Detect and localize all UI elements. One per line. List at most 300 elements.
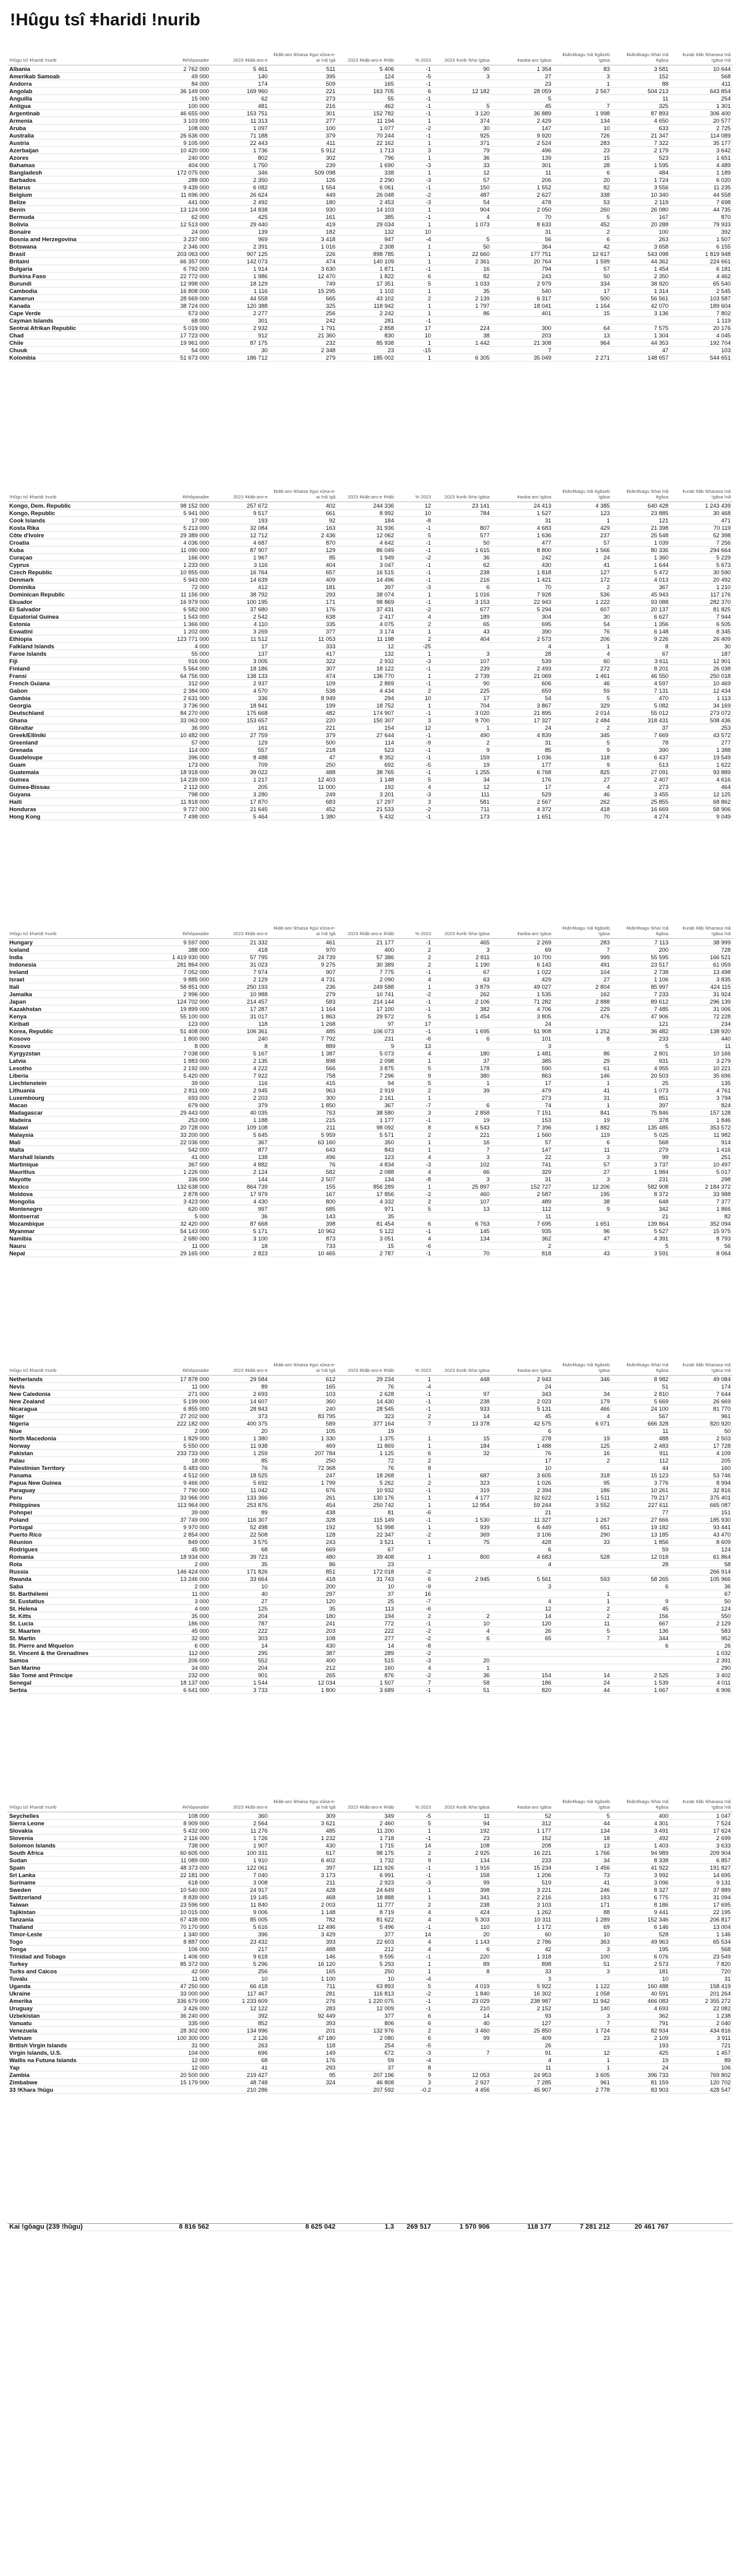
table-cell bbox=[553, 1042, 612, 1050]
country-name: Ireland bbox=[7, 968, 143, 976]
table-cell: 5 943 000 bbox=[143, 576, 211, 584]
table-cell: 5 025 bbox=[612, 1131, 670, 1139]
table-cell: 38 bbox=[553, 1198, 612, 1205]
table-cell: 10 015 000 bbox=[143, 1909, 211, 1916]
table-cell: 379 bbox=[269, 732, 337, 739]
country-name: Serbia bbox=[7, 1686, 143, 1694]
table-cell: 76 bbox=[211, 1464, 269, 1472]
table-cell: 17 351 bbox=[337, 280, 396, 287]
table-cell: 374 bbox=[433, 117, 491, 125]
table-row bbox=[7, 1620, 733, 1627]
table-cell: 103 bbox=[269, 1390, 337, 1398]
country-name: Latvia bbox=[7, 1057, 143, 1065]
table-cell: 139 bbox=[211, 228, 269, 236]
table-row bbox=[7, 680, 733, 687]
table-cell: 4 bbox=[433, 213, 491, 221]
table-cell: 933 bbox=[433, 1405, 491, 1413]
country-name: Palestinian Territory bbox=[7, 1464, 143, 1472]
table-cell: 51 bbox=[553, 1960, 612, 1968]
table-cell: 47 906 bbox=[612, 1013, 670, 1020]
table-cell: 17 327 bbox=[491, 717, 553, 724]
table-cell: 419 bbox=[269, 221, 337, 228]
table-header-row bbox=[7, 39, 733, 65]
table-cell: -1 bbox=[396, 539, 433, 547]
table-cell: 189 604 bbox=[670, 302, 733, 310]
country-name: Cambodia bbox=[7, 287, 143, 295]
table-cell: 206 000 bbox=[143, 1657, 211, 1664]
table-cell: 21 bbox=[491, 1509, 553, 1516]
table-cell: 1 233 609 bbox=[211, 1997, 269, 2005]
table-cell: 276 bbox=[269, 1997, 337, 2005]
column-header: 2023 ǂkâb-aro-e bbox=[211, 1786, 269, 1812]
table-cell: 1 554 bbox=[269, 184, 337, 191]
table-cell: -1 bbox=[396, 1028, 433, 1035]
country-name: Amerikab Samoab bbox=[7, 73, 143, 80]
country-name: New Caledonia bbox=[7, 1390, 143, 1398]
table-cell bbox=[553, 1383, 612, 1390]
table-cell: 2 811 000 bbox=[143, 1087, 211, 1094]
table-cell: 2 925 bbox=[433, 1849, 491, 1857]
grand-total-table bbox=[7, 2223, 733, 2231]
table-cell: 3 491 bbox=[612, 1827, 670, 1835]
column-header: 2023 ǂurib ǃkha ǃgāsa bbox=[433, 1786, 491, 1812]
country-name: Itali bbox=[7, 983, 143, 991]
table-cell: 6 181 bbox=[670, 265, 733, 273]
country-name: Bangladesh bbox=[7, 169, 143, 176]
table-cell: 1 232 bbox=[269, 1835, 337, 1842]
table-cell: 429 bbox=[553, 524, 612, 532]
table-cell: 65 bbox=[491, 1635, 553, 1642]
table-row bbox=[7, 1946, 733, 1953]
table-cell: -2 bbox=[396, 606, 433, 613]
table-cell: 18 525 bbox=[211, 1472, 269, 1479]
table-cell: -1 bbox=[396, 132, 433, 139]
table-row bbox=[7, 1894, 733, 1901]
table-cell: 1 863 bbox=[269, 1013, 337, 1020]
table-cell: 1 566 bbox=[553, 547, 612, 554]
table-cell: 10 bbox=[553, 1931, 612, 1938]
country-name: Poland bbox=[7, 1516, 143, 1524]
country-name: Chad bbox=[7, 332, 143, 339]
country-name: Haiti bbox=[7, 798, 143, 806]
table-cell: 3 875 bbox=[337, 1065, 396, 1072]
table-cell: 57 795 bbox=[211, 954, 269, 961]
column-header: 2023 ǂurib ǃkha ǃgāsa bbox=[433, 1350, 491, 1376]
table-row bbox=[7, 154, 733, 162]
table-cell: 173 000 bbox=[143, 761, 211, 769]
table-cell: 461 bbox=[269, 939, 337, 946]
table-cell: 3 642 bbox=[670, 147, 733, 154]
table-cell: 1 330 bbox=[269, 1435, 337, 1442]
table-cell: 76 bbox=[337, 1383, 396, 1390]
table-cell: 1 032 bbox=[670, 1649, 733, 1657]
table-cell: 33 966 000 bbox=[143, 1494, 211, 1501]
table-row bbox=[7, 1997, 733, 2005]
table-cell: 65 540 bbox=[670, 280, 733, 287]
country-name: Mexico bbox=[7, 1183, 143, 1191]
table-cell: 1 bbox=[396, 1968, 433, 1975]
table-cell: 240 bbox=[269, 1405, 337, 1413]
table-cell: 1 bbox=[553, 643, 612, 650]
table-row bbox=[7, 273, 733, 280]
table-row bbox=[7, 1383, 733, 1390]
table-cell: 1 829 000 bbox=[143, 1435, 211, 1442]
table-cell: 54 000 bbox=[143, 347, 211, 354]
table-cell: 1 800 000 bbox=[143, 1035, 211, 1042]
table-cell: 904 bbox=[433, 206, 491, 213]
table-cell: 430 bbox=[491, 561, 553, 569]
table-cell: 1 bbox=[553, 517, 612, 524]
table-cell: 3 bbox=[433, 650, 491, 658]
table-cell: 552 bbox=[211, 1657, 269, 1664]
table-cell: 402 bbox=[269, 502, 337, 510]
table-cell: 1 073 bbox=[433, 221, 491, 228]
country-name: Turkey bbox=[7, 1960, 143, 1968]
table-cell: 1 380 bbox=[269, 813, 337, 820]
table-cell: 1 164 bbox=[553, 302, 612, 310]
table-cell: 10 855 000 bbox=[143, 569, 211, 576]
table-cell: 1 177 bbox=[491, 1827, 553, 1835]
table-cell: 283 bbox=[553, 939, 612, 946]
table-cell: 4 bbox=[396, 1235, 433, 1242]
table-cell: 3 221 bbox=[491, 1886, 553, 1894]
country-name: St. Lucia bbox=[7, 1620, 143, 1627]
table-cell: 3 103 000 bbox=[143, 117, 211, 125]
table-cell: 6 bbox=[396, 2012, 433, 2020]
table-cell: 59 bbox=[337, 2057, 396, 2064]
table-cell: 92 449 bbox=[269, 2012, 337, 2020]
table-cell: 46 655 000 bbox=[143, 110, 211, 117]
table-cell: 221 bbox=[433, 1131, 491, 1139]
table-cell: 2 542 bbox=[211, 613, 269, 621]
table-cell: 61 864 bbox=[670, 1553, 733, 1561]
table-cell: 47 250 000 bbox=[143, 1983, 211, 1990]
table-cell: 107 bbox=[433, 658, 491, 665]
table-cell: 23 885 bbox=[612, 510, 670, 517]
table-cell bbox=[553, 95, 612, 102]
table-cell: 2 787 bbox=[337, 1250, 396, 1257]
table-cell: 336 679 000 bbox=[143, 1997, 211, 2005]
country-name: 33 ǃKhara ǃhûgu bbox=[7, 2086, 143, 2094]
table-cell: 7 792 bbox=[269, 1035, 337, 1042]
table-cell: 1 bbox=[553, 1102, 612, 1109]
table-cell: 128 bbox=[269, 1531, 337, 1538]
table-cell: 36 bbox=[433, 1672, 491, 1679]
table-row bbox=[7, 1509, 733, 1516]
table-cell: 659 bbox=[491, 687, 553, 695]
table-row bbox=[7, 1198, 733, 1205]
country-name: Malta bbox=[7, 1146, 143, 1154]
table-cell: 9 595 bbox=[337, 1953, 396, 1960]
table-cell: 22 036 000 bbox=[143, 1139, 211, 1146]
table-cell: 18 041 bbox=[491, 302, 553, 310]
table-cell: 60 bbox=[553, 658, 612, 665]
table-cell: 13 bbox=[433, 1205, 491, 1213]
country-name: Austria bbox=[7, 139, 143, 147]
table-cell: 733 bbox=[269, 1242, 337, 1250]
table-cell: 10 bbox=[337, 1975, 396, 1983]
table-cell: 4 bbox=[396, 1168, 433, 1176]
table-cell: 263 bbox=[612, 236, 670, 243]
table-cell: 496 bbox=[269, 1154, 337, 1161]
table-cell: 59 bbox=[612, 1546, 670, 1553]
table-cell: 333 bbox=[269, 643, 337, 650]
table-cell: 124 702 000 bbox=[143, 998, 211, 1005]
column-header: ǂkânǂkagu ǃnâ ǂgâseb ǃgāsa bbox=[553, 39, 612, 65]
table-cell: 24 953 bbox=[491, 2071, 553, 2079]
table-row bbox=[7, 1864, 733, 1872]
table-cell: 199 bbox=[269, 702, 337, 709]
table-cell: 17 bbox=[211, 643, 269, 650]
table-cell: 63 160 bbox=[269, 1139, 337, 1146]
table-cell: 10 bbox=[211, 1583, 269, 1590]
table-cell: 15 234 bbox=[491, 1864, 553, 1872]
table-cell: 304 bbox=[491, 613, 553, 621]
table-cell: 4 301 bbox=[612, 1820, 670, 1827]
table-cell: 397 bbox=[337, 584, 396, 591]
table-cell: 195 bbox=[553, 1191, 612, 1198]
table-cell: 231 bbox=[612, 1176, 670, 1183]
table-cell: 952 bbox=[670, 1635, 733, 1642]
country-name: Curaçao bbox=[7, 554, 143, 561]
country-name: Bonaire bbox=[7, 228, 143, 236]
table-cell: 1 301 bbox=[670, 102, 733, 110]
table-cell: 154 bbox=[337, 724, 396, 732]
table-cell: 69 bbox=[491, 946, 553, 954]
table-row bbox=[7, 746, 733, 754]
table-cell: 211 bbox=[269, 1879, 337, 1886]
table-cell: 1 bbox=[396, 154, 433, 162]
table-cell: 26 636 000 bbox=[143, 132, 211, 139]
table-row bbox=[7, 258, 733, 265]
table-cell: 606 bbox=[491, 680, 553, 687]
table-cell: 75 bbox=[433, 1538, 491, 1546]
country-name: Seychelles bbox=[7, 1812, 143, 1820]
table-cell: 1 822 bbox=[337, 273, 396, 280]
table-cell: 23 141 bbox=[433, 502, 491, 510]
table-cell: 15 bbox=[553, 154, 612, 162]
table-cell bbox=[553, 1568, 612, 1575]
table-cell: 117 467 bbox=[211, 1990, 269, 1997]
table-cell: 912 bbox=[211, 332, 269, 339]
table-cell: 6 855 000 bbox=[143, 1405, 211, 1413]
table-cell: 409 bbox=[269, 576, 337, 584]
table-cell: 11 696 000 bbox=[143, 191, 211, 199]
table-cell: 1 713 bbox=[337, 147, 396, 154]
country-name: Panama bbox=[7, 1472, 143, 1479]
country-name: Kongo, Dem. Republic bbox=[7, 502, 143, 510]
table-cell: 35 000 bbox=[143, 1612, 211, 1620]
table-cell: 108 bbox=[433, 1842, 491, 1849]
table-cell: 147 bbox=[491, 125, 553, 132]
table-cell: 612 bbox=[269, 1376, 337, 1383]
table-cell: 256 bbox=[211, 1968, 269, 1975]
table-cell: 1 267 bbox=[553, 1516, 612, 1524]
table-row bbox=[7, 1472, 733, 1479]
table-cell: 5 bbox=[433, 102, 491, 110]
table-cell: 11 bbox=[670, 1042, 733, 1050]
data-table bbox=[7, 1786, 733, 2094]
table-cell bbox=[433, 1213, 491, 1220]
table-cell: 1 544 bbox=[211, 1679, 269, 1686]
table-cell: -2 bbox=[396, 1635, 433, 1642]
table-cell: 70 bbox=[491, 584, 553, 591]
table-row bbox=[7, 2020, 733, 2027]
table-cell: 26 048 bbox=[337, 191, 396, 199]
table-cell: 1 252 bbox=[553, 1028, 612, 1035]
table-cell: 243 bbox=[491, 273, 553, 280]
table-cell: 289 bbox=[337, 1649, 396, 1657]
table-cell: 123 771 000 bbox=[143, 635, 211, 643]
table-cell: 2 139 bbox=[433, 295, 491, 302]
table-cell: 898 bbox=[269, 1057, 337, 1065]
table-cell: 349 bbox=[337, 1812, 396, 1820]
table-cell: 10 bbox=[433, 1620, 491, 1627]
country-name: Chuuk bbox=[7, 347, 143, 354]
table-cell: 36 240 000 bbox=[143, 2012, 211, 2020]
country-name: Azores bbox=[7, 154, 143, 162]
table-cell: 2 126 bbox=[211, 2034, 269, 2042]
table-cell: 132 638 000 bbox=[143, 1183, 211, 1191]
table-cell: 1 914 bbox=[211, 265, 269, 273]
table-cell: 364 bbox=[491, 243, 553, 250]
country-name: St. Kitts bbox=[7, 1612, 143, 1620]
table-cell: 6 bbox=[396, 273, 433, 280]
table-cell: 37 bbox=[337, 1590, 396, 1598]
table-cell: 1 818 bbox=[491, 569, 553, 576]
table-cell: 27 666 bbox=[612, 1516, 670, 1524]
table-cell: 19 bbox=[553, 1117, 612, 1124]
table-cell: 12 901 bbox=[670, 658, 733, 665]
table-cell: 360 bbox=[211, 1812, 269, 1820]
table-cell: 2 391 bbox=[211, 243, 269, 250]
table-cell: 36 bbox=[433, 554, 491, 561]
table-cell: 11 200 bbox=[337, 1827, 396, 1835]
country-name: Burundi bbox=[7, 280, 143, 287]
table-cell: 5 bbox=[553, 213, 612, 221]
table-cell: 692 bbox=[337, 761, 396, 769]
table-cell: 4 274 bbox=[612, 813, 670, 820]
table-cell: 5 bbox=[396, 1983, 433, 1990]
table-cell: 185 002 bbox=[337, 354, 396, 361]
table-cell: 1 039 bbox=[612, 539, 670, 547]
country-name: Marshall Islands bbox=[7, 1154, 143, 1161]
table-cell: 25 bbox=[337, 1598, 396, 1605]
table-cell bbox=[612, 317, 670, 324]
table-cell: 6 143 bbox=[491, 961, 553, 968]
table-cell: 51 673 000 bbox=[143, 354, 211, 361]
table-cell: 106 bbox=[670, 2064, 733, 2071]
table-cell: 2 361 bbox=[433, 258, 491, 265]
table-cell: 1 164 bbox=[269, 1005, 337, 1013]
table-row bbox=[7, 1427, 733, 1435]
table-cell: 10 988 bbox=[211, 991, 269, 998]
table-cell: 4 013 bbox=[612, 576, 670, 584]
table-cell: 10 340 bbox=[612, 191, 670, 199]
table-cell: 16 bbox=[433, 265, 491, 273]
table-cell: 17 979 bbox=[211, 1191, 269, 1198]
table-cell: 484 bbox=[612, 169, 670, 176]
table-cell: 93 889 bbox=[670, 769, 733, 776]
table-cell: 5 406 bbox=[337, 65, 396, 73]
table-row bbox=[7, 2034, 733, 2042]
table-cell: 9 049 bbox=[670, 813, 733, 820]
table-cell: 82 bbox=[670, 1213, 733, 1220]
table-cell: 1 907 bbox=[211, 1842, 269, 1849]
table-cell: 434 816 bbox=[670, 2027, 733, 2034]
table-cell: 290 bbox=[553, 1531, 612, 1538]
table-cell: -2 bbox=[396, 554, 433, 561]
table-cell: 16 120 bbox=[269, 1960, 337, 1968]
country-name: Indonesia bbox=[7, 961, 143, 968]
table-cell: 135 bbox=[670, 1080, 733, 1087]
table-cell: 5 464 bbox=[211, 813, 269, 820]
table-cell: 165 bbox=[269, 1968, 337, 1975]
table-cell: 49 963 bbox=[612, 1938, 670, 1946]
table-cell: 152 346 bbox=[612, 1916, 670, 1923]
table-cell: 4 000 bbox=[143, 1605, 211, 1612]
table-cell: 29 389 000 bbox=[143, 532, 211, 539]
table-cell: 589 bbox=[269, 1420, 337, 1427]
table-cell: 1 421 bbox=[491, 576, 553, 584]
column-header: ǂkânǂkagu ǃnâ ǂgâseb ǃgāsa bbox=[553, 913, 612, 939]
table-cell: 325 bbox=[612, 102, 670, 110]
table-cell: 491 bbox=[553, 961, 612, 968]
table-cell: 89 bbox=[670, 2057, 733, 2064]
table-cell: 38 580 bbox=[337, 1109, 396, 1117]
table-row bbox=[7, 221, 733, 228]
table-cell: 4 bbox=[396, 1154, 433, 1161]
table-cell: 273 bbox=[612, 783, 670, 791]
table-row bbox=[7, 1849, 733, 1857]
table-cell: 11 bbox=[433, 1812, 491, 1820]
table-cell: 25 bbox=[612, 1080, 670, 1087]
table-cell: 2 129 bbox=[670, 1620, 733, 1627]
table-cell: 246 bbox=[553, 1886, 612, 1894]
country-name: Yap bbox=[7, 2064, 143, 2071]
table-cell: 971 bbox=[337, 1205, 396, 1213]
table-cell: 86 049 bbox=[337, 547, 396, 554]
table-cell: 5 941 000 bbox=[143, 510, 211, 517]
table-row bbox=[7, 265, 733, 273]
table-cell: 195 bbox=[612, 1946, 670, 1953]
table-row bbox=[7, 584, 733, 591]
table-cell: 12 bbox=[433, 169, 491, 176]
table-cell: 283 bbox=[553, 139, 612, 147]
column-header: ǂkâb-aro ǃkhaisa ǂgui xûna-e-ai ǃnâ ǃgâ bbox=[269, 476, 337, 502]
page-title: ǃHûgu tsî ǂharidi ǃnurib bbox=[10, 10, 200, 29]
table-cell: 3 096 bbox=[612, 1879, 670, 1886]
table-cell: 72 bbox=[337, 1457, 396, 1464]
table-cell: -8 bbox=[396, 517, 433, 524]
table-cell: 4 839 bbox=[491, 732, 553, 739]
table-cell: 617 bbox=[269, 1849, 337, 1857]
table-cell: 18 268 bbox=[337, 1472, 396, 1479]
country-name: Togo bbox=[7, 1938, 143, 1946]
table-cell: -5 bbox=[396, 761, 433, 769]
table-cell: 3 269 bbox=[211, 628, 269, 635]
table-cell: 214 144 bbox=[337, 998, 396, 1005]
table-cell: 3 621 bbox=[269, 1820, 337, 1827]
table-cell: -1 bbox=[396, 1686, 433, 1694]
table-cell: 21 bbox=[612, 1213, 670, 1220]
table-cell: 8 839 000 bbox=[143, 1894, 211, 1901]
table-cell bbox=[433, 1457, 491, 1464]
table-cell: 50 bbox=[670, 1427, 733, 1435]
table-cell: 677 bbox=[433, 606, 491, 613]
table-cell: 3 051 bbox=[337, 1235, 396, 1242]
table-cell: 3 455 bbox=[612, 791, 670, 798]
